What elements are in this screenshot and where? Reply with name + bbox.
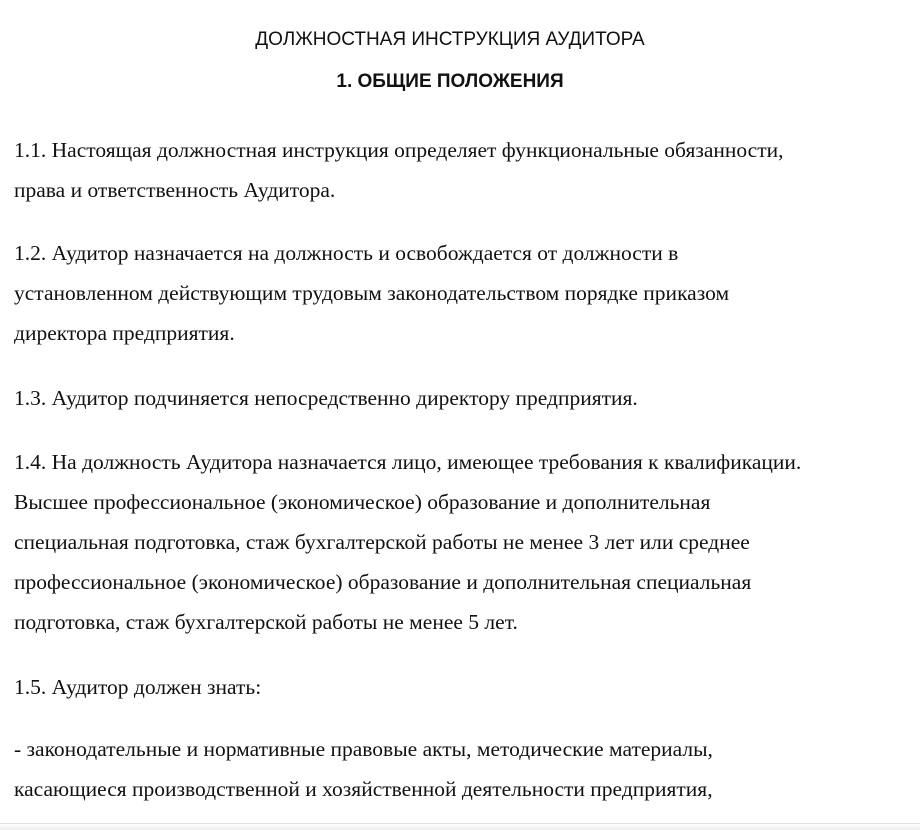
list-item [14, 729, 713, 809]
paragraph-line: специальная подготовка, стаж бухгалтерской работы не менее 3 лет или среднее [14, 530, 750, 554]
document-title: ДОЛЖНОСТНАЯ ИНСТРУКЦИЯ АУДИТОРА [255, 29, 645, 50]
page-bottom-edge [0, 823, 920, 830]
paragraph-line: права и ответственность Аудитора. [14, 178, 336, 202]
paragraph-line: 1.4. На должность Аудитора назначается лицо, имеющее требования к квалификации. [14, 450, 802, 474]
paragraph-line: 1.1. Настоящая должностная инструкция определяет функциональные обязанности, [14, 138, 784, 162]
paragraph-1-2 [14, 233, 729, 353]
paragraph-1-5 [14, 667, 261, 707]
paragraph-line: директора предприятия. [14, 321, 235, 345]
paragraph-line: 1.2. Аудитор назначается на должность и освобождается от должности в [14, 241, 679, 265]
paragraph-1-4 [14, 442, 801, 642]
paragraph-line: - законодательные и нормативные правовые акты, методические материалы, [14, 737, 713, 761]
paragraph-line: профессиональное (экономическое) образование и дополнительная специальная [14, 570, 752, 594]
paragraph-1-3 [14, 378, 638, 418]
paragraph-line: касающиеся производственной и хозяйственной деятельности предприятия, [14, 777, 713, 801]
paragraph-line: установленном действующим трудовым законодательством порядке приказом [14, 281, 730, 305]
paragraph-line: 1.5. Аудитор должен знать: [14, 675, 262, 699]
paragraph-line: Высшее профессиональное (экономическое) образование и дополнительная [14, 490, 711, 514]
paragraph-1-1 [14, 130, 784, 210]
paragraph-line: подготовка, стаж бухгалтерской работы не менее 5 лет. [14, 610, 518, 634]
paragraph-line: 1.3. Аудитор подчиняется непосредственно директору предприятия. [14, 386, 638, 410]
section-heading: 1. ОБЩИЕ ПОЛОЖЕНИЯ [336, 71, 564, 92]
